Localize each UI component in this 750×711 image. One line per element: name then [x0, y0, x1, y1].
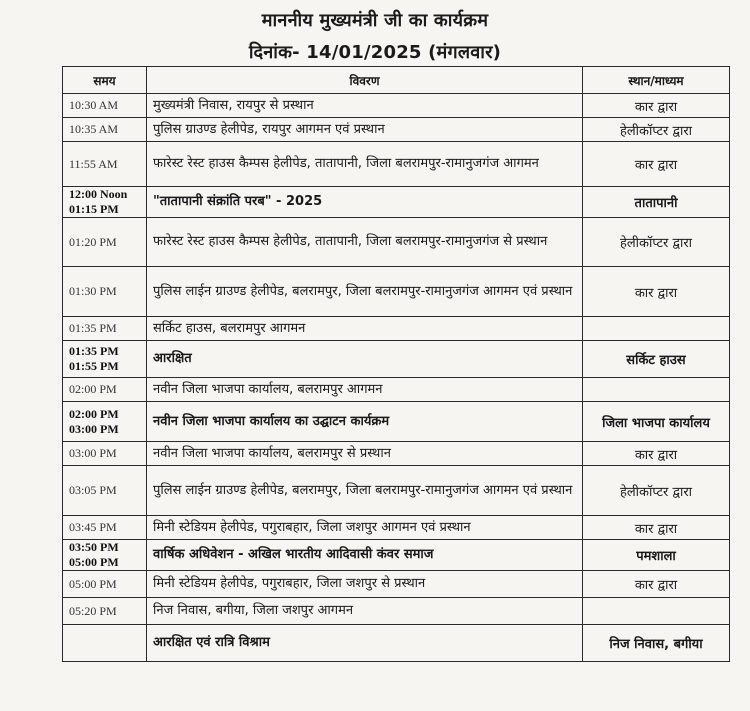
header-place: स्थान/माध्यम: [583, 67, 730, 94]
place-cell: निज निवास, बगीया: [583, 625, 730, 662]
details-cell: "तातापानी संक्रांति परब" - 2025: [147, 187, 583, 218]
table-row: [63, 142, 730, 187]
table-row: [63, 267, 730, 317]
place-cell: पमशाला: [583, 540, 730, 571]
time-cell: [63, 142, 147, 187]
details-cell: आरक्षित: [147, 341, 583, 378]
details-cell: वार्षिक अधिवेशन - अखिल भारतीय आदिवासी कंवर समाज: [147, 540, 583, 571]
time-cell: [63, 118, 147, 142]
table-row: [63, 540, 730, 571]
details-cell: फारेस्ट रेस्ट हाउस कैम्पस हेलीपेड, तातापानी, जिला बलरामपुर-रामानुजगंज से प्रस्थान: [147, 218, 583, 267]
time-cell: [63, 466, 147, 516]
place-cell: कार द्वारा: [583, 571, 730, 598]
table-header-row: [63, 67, 730, 94]
details-cell: नवीन जिला भाजपा कार्यालय, बलरामपुर से प्रस्थान: [147, 442, 583, 466]
place-cell: कार द्वारा: [583, 442, 730, 466]
details-cell: सर्किट हाउस, बलरामपुर आगमन: [147, 317, 583, 341]
header-details: विवरण: [147, 67, 583, 94]
time-value: 01:20 PM: [69, 234, 117, 249]
document-title: माननीय मुख्यमंत्री जी का कार्यक्रम: [261, 10, 489, 31]
place-cell: [583, 378, 730, 402]
time-cell: [63, 378, 147, 402]
table-row: [63, 378, 730, 402]
place-cell: सर्किट हाउस: [583, 341, 730, 378]
date-line: दिनांक- 14/01/2025 (मंगलवार): [248, 42, 502, 63]
table-row: [63, 187, 730, 218]
time-value: 02:00 PM: [69, 382, 117, 396]
time-cell: [63, 540, 147, 571]
time-value: 02:00 PM: [69, 406, 119, 421]
time-value: 03:45 PM: [69, 520, 117, 534]
schedule-rows: [63, 94, 730, 662]
time-cell: [63, 516, 147, 540]
details-cell: पुलिस लाईन ग्राउण्ड हेलीपेड, बलरामपुर, जिला बलरामपुर-रामानुजगंज आगमन एवं प्रस्थान: [147, 267, 583, 317]
header-time: समय: [63, 67, 147, 94]
details-cell: मुख्यमंत्री निवास, रायपुर से प्रस्थान: [147, 94, 583, 118]
time-cell: [63, 442, 147, 466]
time-cell: [63, 571, 147, 598]
details-cell: नवीन जिला भाजपा कार्यालय, बलरामपुर आगमन: [147, 378, 583, 402]
time-value: 12:00 Noon: [69, 187, 128, 201]
time-value: 03:50 PM: [69, 540, 119, 554]
time-value: 01:30 PM: [69, 284, 117, 298]
time-value: 05:00 PM: [69, 555, 119, 569]
time-value: 01:35 PM: [69, 321, 117, 335]
table-row: [63, 317, 730, 341]
place-cell: जिला भाजपा कार्यालय: [583, 402, 730, 442]
place-cell: कार द्वारा: [583, 516, 730, 540]
table-row: [63, 402, 730, 442]
schedule-table: [62, 66, 730, 662]
time-cell: [63, 341, 147, 378]
time-cell: [63, 218, 147, 267]
table-row: [63, 118, 730, 142]
time-value: 03:00 PM: [69, 446, 117, 460]
time-cell: [63, 402, 147, 442]
place-cell: [583, 598, 730, 625]
table-row: [63, 94, 730, 118]
details-cell: पुलिस ग्राउण्ड हेलीपेड, रायपुर आगमन एवं प्रस्थान: [147, 118, 583, 142]
table-row: [63, 516, 730, 540]
details-cell: आरक्षित एवं रात्रि विश्राम: [147, 625, 583, 662]
place-cell: कार द्वारा: [583, 94, 730, 118]
table-row: [63, 442, 730, 466]
table-row: [63, 466, 730, 516]
details-cell: मिनी स्टेडियम हेलीपेड, पगुराबहार, जिला जशपुर आगमन एवं प्रस्थान: [147, 516, 583, 540]
table-row: [63, 625, 730, 662]
details-cell: नवीन जिला भाजपा कार्यालय का उद्घाटन कार्यक्रम: [147, 402, 583, 442]
place-cell: हेलीकॉप्टर द्वारा: [583, 218, 730, 267]
time-value: 05:20 PM: [69, 603, 117, 618]
place-cell: कार द्वारा: [583, 142, 730, 187]
table-row: [63, 571, 730, 598]
details-cell: पुलिस लाईन ग्राउण्ड हेलीपेड, बलरामपुर, जिला बलरामपुर-रामानुजगंज आगमन एवं प्रस्थान: [147, 466, 583, 516]
details-cell: मिनी स्टेडियम हेलीपेड, पगुराबहार, जिला जशपुर से प्रस्थान: [147, 571, 583, 598]
time-value: 11:55 AM: [69, 156, 118, 171]
page-bottom-edge: [0, 700, 750, 711]
time-value: 10:35 AM: [69, 122, 119, 136]
place-cell: हेलीकॉप्टर द्वारा: [583, 466, 730, 516]
table-row: [63, 341, 730, 378]
place-cell: कार द्वारा: [583, 267, 730, 317]
time-value: 01:55 PM: [69, 359, 119, 373]
time-value: 05:00 PM: [69, 576, 117, 591]
time-value: 03:00 PM: [69, 421, 119, 436]
details-cell: फारेस्ट रेस्ट हाउस कैम्पस हेलीपेड, तातापानी, जिला बलरामपुर-रामानुजगंज आगमन: [147, 142, 583, 187]
time-value: 01:35 PM: [69, 344, 119, 358]
table-row: [63, 598, 730, 625]
place-cell: [583, 317, 730, 341]
table-row: [63, 218, 730, 267]
time-cell: [63, 317, 147, 341]
place-cell: तातापानी: [583, 187, 730, 218]
time-cell: [63, 598, 147, 625]
time-cell: [63, 187, 147, 218]
time-value: 03:05 PM: [69, 483, 117, 497]
place-cell: हेलीकॉप्टर द्वारा: [583, 118, 730, 142]
time-cell: [63, 625, 147, 662]
time-value: 01:15 PM: [69, 202, 119, 216]
time-value: 10:30 AM: [69, 98, 119, 112]
time-cell: [63, 94, 147, 118]
time-cell: [63, 267, 147, 317]
details-cell: निज निवास, बगीया, जिला जशपुर आगमन: [147, 598, 583, 625]
